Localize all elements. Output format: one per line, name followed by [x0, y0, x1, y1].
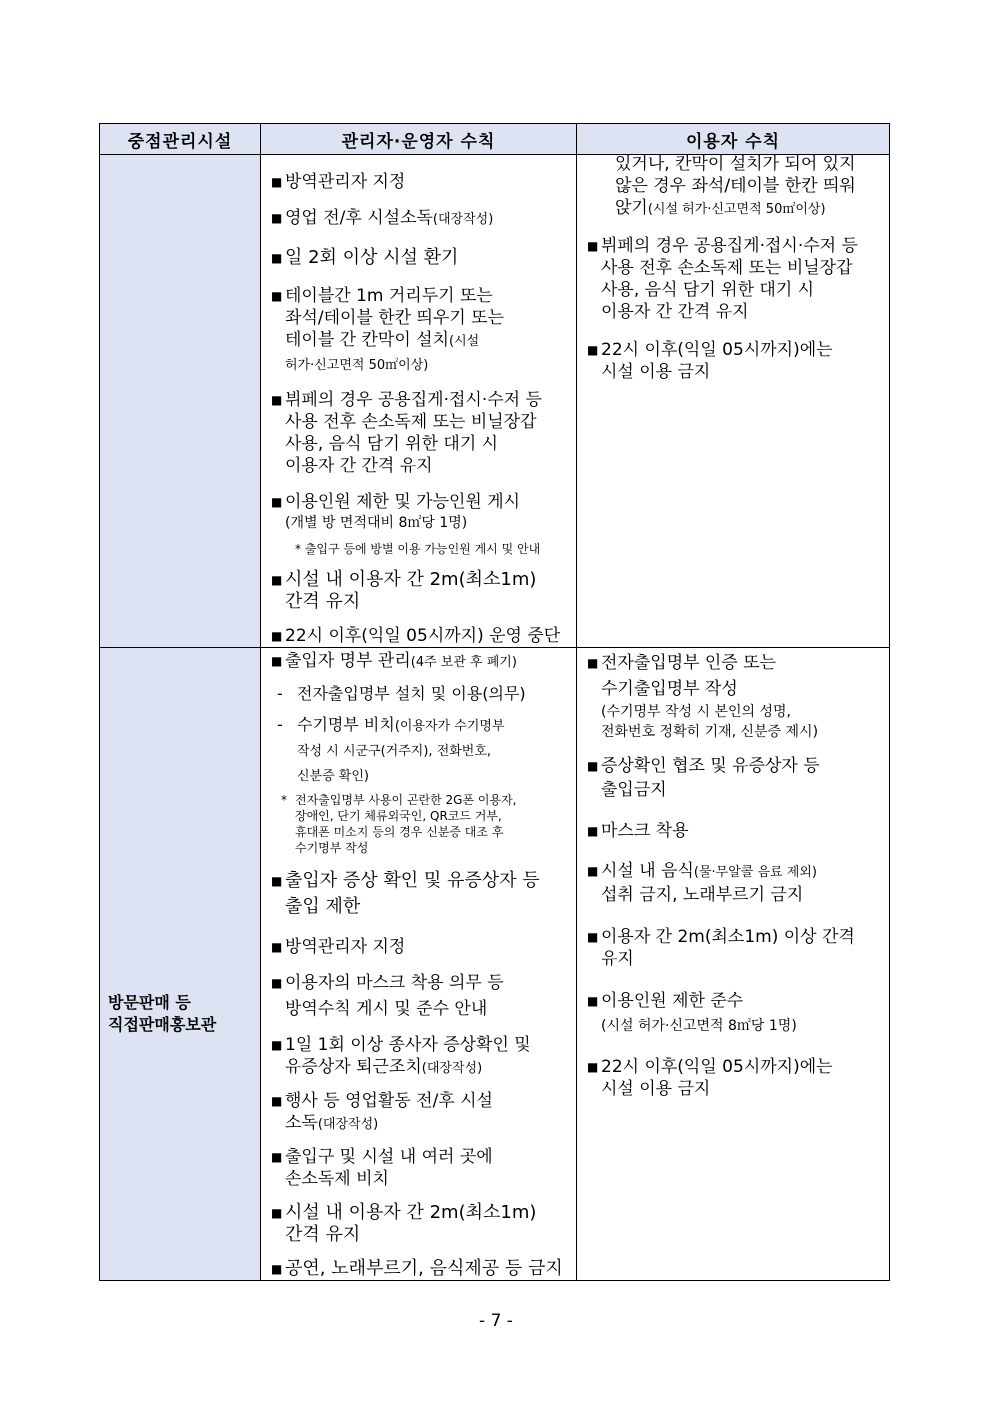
- bullet-icon: ■: [587, 1060, 599, 1074]
- list-item: ■ 뷔페의 경우 공용집게·접시·수저 등 사용 전후 손소독제 또는 비닐장갑 사용, 음식 담기 위한 대기 시 이용자 간 간격 유지: [587, 236, 858, 322]
- list-item: ■ 시설 내 이용자 간 2m(최소1m) 간격 유지: [271, 569, 537, 612]
- bullet-icon: ■: [587, 994, 599, 1008]
- bullet-icon: ■: [271, 1206, 283, 1220]
- bullet-icon: ■: [587, 864, 599, 878]
- category-label: 방문판매 등 직접판매홍보관: [108, 993, 217, 1034]
- header-facility: 중점관리시설: [100, 124, 261, 155]
- list-item: ■ 이용인원 제한 준수: [587, 991, 744, 1011]
- header-user-rules: 이용자 수칙: [577, 124, 890, 155]
- user-rules-cell: [577, 155, 890, 648]
- note: * 출입구 등에 방별 이용 가능인원 게시 및 안내: [295, 542, 541, 556]
- bullet-icon: ■: [271, 1094, 283, 1108]
- category-cell: [100, 648, 261, 1281]
- bullet-icon: ■: [587, 759, 599, 773]
- page-number: - 7 -: [479, 1311, 513, 1331]
- list-item: ■ 영업 전/후 시설소독(대장작성): [271, 208, 494, 228]
- list-item: ■ 방역관리자 지정: [271, 937, 406, 957]
- header-manager-rules: 관리자·운영자 수칙: [261, 124, 577, 155]
- bullet-icon: ■: [271, 175, 283, 189]
- list-item-detail: (수기명부 작성 시 본인의 성명, 전화번호 정확히 기재, 신분증 제시): [601, 704, 819, 740]
- bullet-icon: ■: [587, 824, 599, 838]
- bullet-icon: ■: [587, 930, 599, 944]
- list-item: ■ 출입구 및 시설 내 여러 곳에 손소독제 비치: [271, 1147, 493, 1189]
- list-item-detail: (시설 허가·신고면적 8㎡당 1명): [601, 1018, 797, 1034]
- table-row: [100, 155, 890, 648]
- bullet-icon: ■: [587, 239, 599, 253]
- category-cell-empty: [100, 155, 261, 648]
- list-item: ■ 테이블간 1m 거리두기 또는 좌석/테이블 한칸 띄우기 또는 테이블 간 칸막이 설치(시설 허가·신고면적 50㎡이상): [271, 286, 505, 373]
- table-header-row: [100, 124, 890, 155]
- list-item: ■ 이용자의 마스크 착용 의무 등 방역수칙 게시 및 준수 안내: [271, 970, 570, 1022]
- sub-item: - 전자출입명부 설치 및 이용(의무): [277, 684, 526, 703]
- user-rules-cell: [577, 648, 890, 1281]
- list-item: ■ 공연, 노래부르기, 음식제공 등 금지: [271, 1258, 563, 1279]
- list-item: ■ 이용인원 제한 및 가능인원 게시: [271, 492, 521, 512]
- manager-rules-cell: [261, 648, 577, 1281]
- list-item: ■ 증상확인 협조 및 유증상자 등 출입금지: [587, 756, 820, 800]
- list-item: ■ 22시 이후(익일 05시까지) 운영 중단: [271, 626, 561, 646]
- list-item: ■ 마스크 착용: [587, 821, 689, 841]
- manager-rules-cell: [261, 155, 577, 648]
- table-row: [100, 648, 890, 1281]
- bullet-icon: ■: [271, 654, 283, 668]
- bullet-icon: ■: [271, 874, 283, 888]
- sub-item: - 수기명부 비치(이용자가 수기명부 작성 시 시군구(거주지), 전화번호, 신분증 확인): [277, 715, 505, 784]
- bullet-icon: ■: [271, 1038, 283, 1052]
- list-item: ■ 22시 이후(익일 05시까지)에는 시설 이용 금지: [587, 340, 833, 382]
- bullet-icon: ■: [271, 211, 283, 225]
- bullet-icon: ■: [271, 251, 283, 265]
- bullet-icon: ■: [587, 343, 599, 357]
- bullet-icon: ■: [271, 393, 283, 407]
- bullet-icon: ■: [271, 629, 283, 643]
- bullet-icon: ■: [271, 976, 283, 990]
- list-item: ■ 이용자 간 2m(최소1m) 이상 간격 유지: [587, 927, 855, 969]
- list-item: ■ 출입자 증상 확인 및 유증상자 등 출입 제한: [271, 870, 540, 917]
- continued-text: 있거나, 칸막이 설치가 되어 있지 않은 경우 좌석/테이블 한칸 띄워 앉기(시설 허가·신고면적 50㎡이상): [615, 154, 856, 218]
- bullet-icon: ■: [271, 940, 283, 954]
- list-item-detail: (개별 방 면적대비 8㎡당 1명): [285, 515, 468, 531]
- list-item: ■ 전자출입명부 인증 또는 수기출입명부 작성: [587, 650, 883, 702]
- bullet-icon: ■: [271, 1262, 283, 1276]
- list-item: ■ 시설 내 음식(물·무알콜 음료 제외) 섭취 금지, 노래부르기 금지: [587, 861, 817, 905]
- list-item: ■ 1일 1회 이상 종사자 증상확인 및 유증상자 퇴근조치(대장작성): [271, 1035, 531, 1077]
- bullet-icon: ■: [271, 1150, 283, 1164]
- bullet-icon: ■: [271, 289, 283, 303]
- list-item: ■ 출입자 명부 관리(4주 보관 후 폐기): [271, 651, 517, 671]
- bullet-icon: ■: [271, 573, 283, 587]
- note: * 전자출입명부 사용이 곤란한 2G폰 이용자, 장애인, 단기 체류외국인, QR코드 거부, 휴대폰 미소지 등의 경우 신분증 대조 후 수기명부 작성: [281, 793, 517, 855]
- list-item: ■ 뷔페의 경우 공용집게·접시·수저 등 사용 전후 손소독제 또는 비닐장갑 사용, 음식 담기 위한 대기 시 이용자 간 간격 유지: [271, 390, 542, 476]
- list-item: ■ 행사 등 영업활동 전/후 시설 소독(대장작성): [271, 1091, 493, 1133]
- list-item: ■ 22시 이후(익일 05시까지)에는 시설 이용 금지: [587, 1057, 833, 1099]
- list-item: ■ 시설 내 이용자 간 2m(최소1m) 간격 유지: [271, 1202, 537, 1245]
- bullet-icon: ■: [587, 656, 599, 670]
- list-item: ■ 일 2회 이상 시설 환기: [271, 247, 459, 268]
- list-item: ■ 방역관리자 지정: [271, 172, 406, 192]
- bullet-icon: ■: [271, 495, 283, 509]
- guideline-table: [99, 123, 890, 1281]
